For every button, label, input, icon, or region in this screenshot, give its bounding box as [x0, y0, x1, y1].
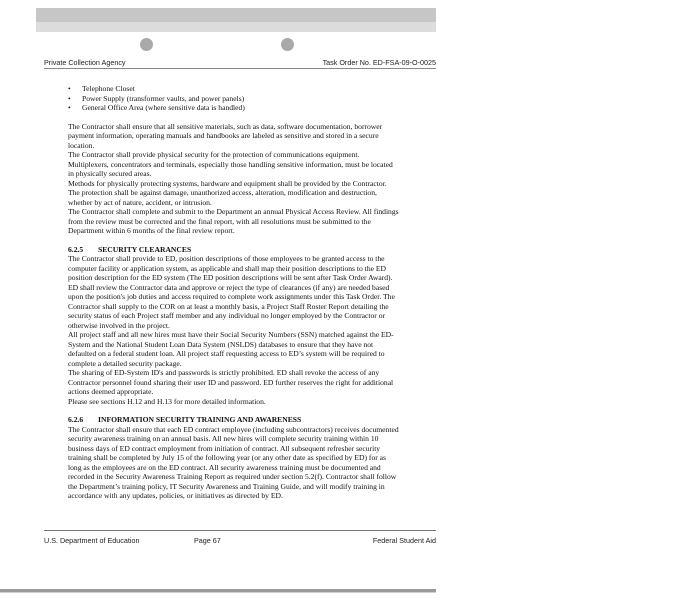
list-item: • General Office Area (where sensitive data is handled) — [80, 103, 400, 113]
section-title: SECURITY CLEARANCES — [98, 244, 192, 254]
footer-right: Federal Student Aid — [372, 536, 436, 545]
paragraph: The Contractor shall provide physical security for the protection of communications equipment. Multiplexers, concentrators and terminals, especially those handling sensitive information, must be located in physically secured areas. — [68, 150, 393, 178]
section-title: INFORMATION SECURITY TRAINING AND AWARENESS — [98, 415, 302, 424]
footer-left: U.S. Department of Education — [44, 536, 140, 545]
section-heading-626 — [68, 415, 400, 425]
paragraph: Please see sections H.12 and H.13 for more detailed information. — [68, 396, 266, 406]
paragraph: The Contractor shall provide to ED, position descriptions of those employees to be granted access to the computer facility or application system, as applicable and shall map their position descriptions to the ED position description for the ED system (The ED position descriptions will be sent after Task Order Award). ED shall review the Contractor data and approve or reject the type of clearances (if any) are needed based upon the position's job duties and access required to complete work assignments under this Task Order. The Contractor shall supply to the COR on at least a monthly basis, a Project Staff Roster Report detailing the security status of each Project staff member and any individual no longer employed by the Contractor or otherwise involved in the project. — [68, 254, 395, 330]
paragraph: The Contractor shall complete and submit to the Department an annual Physical Access Review. All findings from the review must be corrected and the final report, with all resolutions must be submitted to the Department within 6 months of the final review report. — [68, 207, 399, 235]
paragraph: The Contractor shall ensure that all sensitive materials, such as data, software documentation, borrower payment information, operating manuals and handbooks are labeled as sensitive and stored in a secure location. — [68, 121, 383, 150]
section-number: 6.2.5 — [68, 244, 84, 254]
section-heading-625 — [68, 245, 400, 255]
scan-shadow-bottom-lower — [0, 592, 436, 593]
page-body — [68, 84, 400, 501]
punch-hole-left — [140, 38, 153, 51]
punch-hole-right — [281, 38, 294, 51]
list-item: • Telephone Closet — [80, 84, 400, 94]
scan-shadow-top-lower — [36, 22, 436, 32]
footer-page-number: Page 67 — [194, 536, 221, 545]
paragraph: Methods for physically protecting systems, hardware and equipment shall be provided by the Contractor. The protection shall be against damage, unauthorized access, alteration, modification and destruction, whether by act of nature, accident, or intrusion. — [68, 178, 387, 207]
header-right: Task Order No. ED-FSA-09-O-0025 — [322, 58, 436, 67]
header-rule — [44, 68, 436, 69]
list-item: • Power Supply (transformer vaults, and power panels) — [80, 94, 400, 104]
header-left: Private Collection Agency — [44, 58, 126, 67]
bullet-list — [68, 84, 400, 113]
paragraph: The Contractor shall ensure that each ED contract employee (including subcontractors) receives documented security awareness training on an annual basis. All new hires will complete security training within 10 business days of ED contract employment from initiation of contract. All subsequent refresher security training shall be completed by July 15 of the following year (or any other date as specified by ED) for as long as the employees are on the ED contract. All security awareness training must be documented and recorded in the Security Awareness Training Report as required under section 5.2(f). Contractor shall follow the Department’s training policy, IT Security Awareness and Training Guide, and will modify training in accordance with any updates, policies, or initiatives as directed by ED. — [68, 424, 399, 500]
paragraph: All project staff and all new hires must have their Social Security Numbers (SSN) matched against the ED-System and the National Student Loan Data System (NSLDS) databases to ensure that they have not defaulted on a federal student loan. All project staff requesting access to ED’s system will be required to complete a detailed security package. — [68, 330, 394, 368]
scan-shadow-top — [36, 8, 436, 22]
section-number: 6.2.6 — [68, 415, 84, 424]
paragraph: The sharing of ED-System ID's and passwords is strictly prohibited. ED shall revoke the access of any Contractor personnel found sharing their user ID and password. ED further reserves the right for additional actions deemed appropriate. — [68, 368, 394, 396]
footer-rule — [44, 530, 436, 531]
